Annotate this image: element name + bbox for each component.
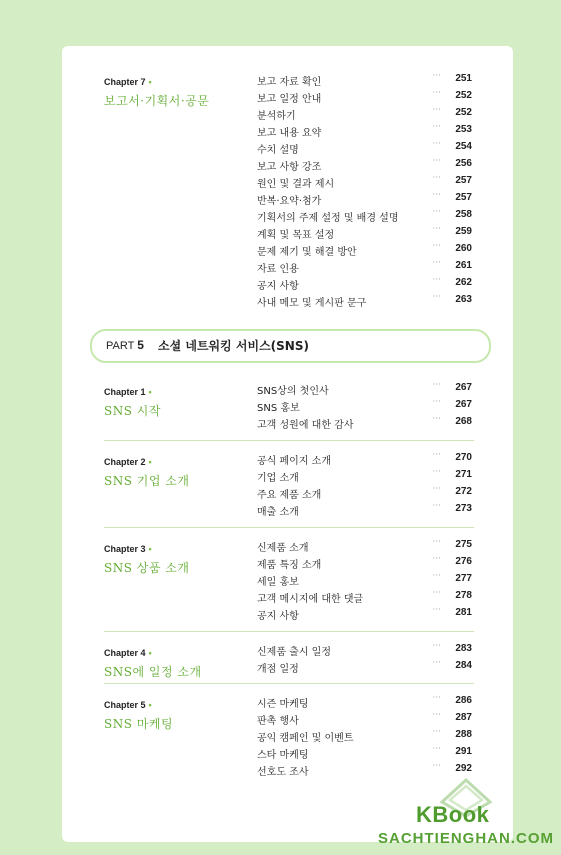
entry-title: 고객 성원에 대한 감사 — [257, 420, 354, 431]
section-divider — [104, 683, 474, 684]
entry-page: 284 — [455, 660, 472, 671]
leader-dots: ··· — [432, 292, 441, 302]
entry-title: 보고 내용 요약 — [257, 128, 322, 139]
toc-entry[interactable] — [257, 416, 472, 433]
leader-dots: ··· — [432, 605, 441, 615]
entry-title: 사내 메모 및 게시판 문구 — [257, 298, 367, 309]
leader-dots: ··· — [432, 241, 441, 251]
entry-title: 제품 특징 소개 — [257, 560, 322, 571]
chapter-label: Chapter 5 • — [104, 700, 152, 710]
entry-title: 기업 소개 — [257, 473, 299, 484]
entry-title: 스타 마케팅 — [257, 750, 309, 761]
leader-dots: ··· — [432, 450, 441, 460]
leader-dots: ··· — [432, 537, 441, 547]
leader-dots: ··· — [432, 467, 441, 477]
entry-title: SNS 홍보 — [257, 403, 300, 414]
entry-page: 260 — [455, 243, 472, 254]
entry-page: 273 — [455, 503, 472, 514]
chapter-title: SNS 마케팅 — [104, 717, 174, 731]
entry-page: 291 — [455, 746, 472, 757]
entry-page: 261 — [455, 260, 472, 271]
entry-title: 보고 사항 강조 — [257, 162, 322, 173]
entry-title: 공식 페이지 소개 — [257, 456, 331, 467]
toc-entry[interactable] — [257, 660, 472, 677]
leader-dots: ··· — [432, 88, 441, 98]
brand-name: KBook — [416, 802, 490, 827]
entry-title: SNS상의 첫인사 — [257, 386, 329, 397]
entry-page: 275 — [455, 539, 472, 550]
leader-dots: ··· — [432, 275, 441, 285]
chapter-title: SNS에 일정 소개 — [104, 665, 202, 679]
entry-page: 254 — [455, 141, 472, 152]
entry-page: 287 — [455, 712, 472, 723]
entry-title: 기획서의 주제 설정 및 배경 설명 — [257, 213, 399, 224]
entry-title: 고객 메시지에 대한 댓글 — [257, 594, 364, 605]
leader-dots: ··· — [432, 71, 441, 81]
entry-title: 원인 및 결과 제시 — [257, 179, 335, 190]
entry-title: 세일 홍보 — [257, 577, 299, 588]
chapter-title: SNS 상품 소개 — [104, 561, 190, 575]
part-banner — [90, 329, 491, 363]
leader-dots: ··· — [432, 484, 441, 494]
entry-page: 256 — [455, 158, 472, 169]
chapter-label: Chapter 7 • — [104, 77, 152, 87]
entry-page: 268 — [455, 416, 472, 427]
entry-page: 263 — [455, 294, 472, 305]
entry-title: 공지 사항 — [257, 611, 299, 622]
entry-title: 수치 설명 — [257, 145, 299, 156]
bullet-icon: • — [148, 457, 152, 467]
chapter-label: Chapter 2 • — [104, 457, 152, 467]
leader-dots: ··· — [432, 554, 441, 564]
entry-page: 288 — [455, 729, 472, 740]
chapter-label: Chapter 4 • — [104, 648, 152, 658]
entry-title: 신제품 출시 일정 — [257, 647, 331, 658]
leader-dots: ··· — [432, 641, 441, 651]
leader-dots: ··· — [432, 105, 441, 115]
leader-dots: ··· — [432, 207, 441, 217]
entry-page: 286 — [455, 695, 472, 706]
entry-title: 보고 자료 확인 — [257, 77, 322, 88]
entry-page: 267 — [455, 399, 472, 410]
section-divider — [104, 631, 474, 632]
entry-title: 분석하기 — [257, 111, 296, 122]
leader-dots: ··· — [432, 258, 441, 268]
entry-page: 278 — [455, 590, 472, 601]
entry-title: 시즌 마케팅 — [257, 699, 309, 710]
watermark-logo — [378, 772, 554, 847]
entry-title: 계획 및 목표 설정 — [257, 230, 335, 241]
leader-dots: ··· — [432, 380, 441, 390]
leader-dots: ··· — [432, 139, 441, 149]
leader-dots: ··· — [432, 588, 441, 598]
leader-dots: ··· — [432, 744, 441, 754]
leader-dots: ··· — [432, 397, 441, 407]
entry-title: 공익 캠페인 및 이벤트 — [257, 733, 354, 744]
bullet-icon: • — [148, 544, 152, 554]
bullet-icon: • — [148, 648, 152, 658]
entry-title: 공지 사항 — [257, 281, 299, 292]
entry-page: 276 — [455, 556, 472, 567]
leader-dots: ··· — [432, 414, 441, 424]
entry-page: 292 — [455, 763, 472, 774]
site-url: SACHTIENGHAN.COM — [378, 830, 554, 847]
leader-dots: ··· — [432, 156, 441, 166]
entry-page: 283 — [455, 643, 472, 654]
entry-title: 신제품 소개 — [257, 543, 309, 554]
bullet-icon: • — [148, 387, 152, 397]
entry-page: 259 — [455, 226, 472, 237]
entry-title: 선호도 조사 — [257, 767, 309, 778]
chapter-title: 보고서·기획서·공문 — [104, 94, 210, 108]
entry-page: 253 — [455, 124, 472, 135]
entry-page: 257 — [455, 175, 472, 186]
section-divider — [104, 440, 474, 441]
bullet-icon: • — [148, 77, 152, 87]
entry-title: 판촉 행사 — [257, 716, 299, 727]
leader-dots: ··· — [432, 501, 441, 511]
entry-page: 252 — [455, 107, 472, 118]
entry-page: 281 — [455, 607, 472, 618]
section-divider — [104, 527, 474, 528]
entry-page: 262 — [455, 277, 472, 288]
entry-page: 271 — [455, 469, 472, 480]
chapter-title: SNS 시작 — [104, 404, 161, 418]
entry-page: 272 — [455, 486, 472, 497]
entry-page: 267 — [455, 382, 472, 393]
entry-title: 주요 제품 소개 — [257, 490, 322, 501]
entry-title: 매출 소개 — [257, 507, 299, 518]
leader-dots: ··· — [432, 693, 441, 703]
part-label: PART 5 — [106, 338, 144, 352]
leader-dots: ··· — [432, 727, 441, 737]
chapter-label: Chapter 1 • — [104, 387, 152, 397]
toc-entry[interactable] — [257, 503, 472, 520]
toc-page — [62, 46, 513, 842]
entry-title: 반복·요약·첨가 — [257, 196, 322, 207]
toc-entry[interactable] — [257, 294, 472, 311]
part-title: 소셜 네트워킹 서비스(SNS) — [158, 339, 309, 353]
entry-page: 270 — [455, 452, 472, 463]
leader-dots: ··· — [432, 224, 441, 234]
chapter-label: Chapter 3 • — [104, 544, 152, 554]
entry-page: 251 — [455, 73, 472, 84]
chapter-title: SNS 기업 소개 — [104, 474, 190, 488]
entry-title: 보고 일정 안내 — [257, 94, 322, 105]
entry-page: 277 — [455, 573, 472, 584]
leader-dots: ··· — [432, 761, 441, 771]
entry-title: 개점 일정 — [257, 664, 299, 675]
leader-dots: ··· — [432, 571, 441, 581]
leader-dots: ··· — [432, 190, 441, 200]
entry-page: 252 — [455, 90, 472, 101]
bullet-icon: • — [148, 700, 152, 710]
entry-page: 258 — [455, 209, 472, 220]
leader-dots: ··· — [432, 658, 441, 668]
entry-title: 자료 인용 — [257, 264, 299, 275]
entry-title: 문제 제기 및 해결 방안 — [257, 247, 357, 258]
leader-dots: ··· — [432, 710, 441, 720]
leader-dots: ··· — [432, 122, 441, 132]
toc-entry[interactable] — [257, 607, 472, 624]
entry-page: 257 — [455, 192, 472, 203]
leader-dots: ··· — [432, 173, 441, 183]
